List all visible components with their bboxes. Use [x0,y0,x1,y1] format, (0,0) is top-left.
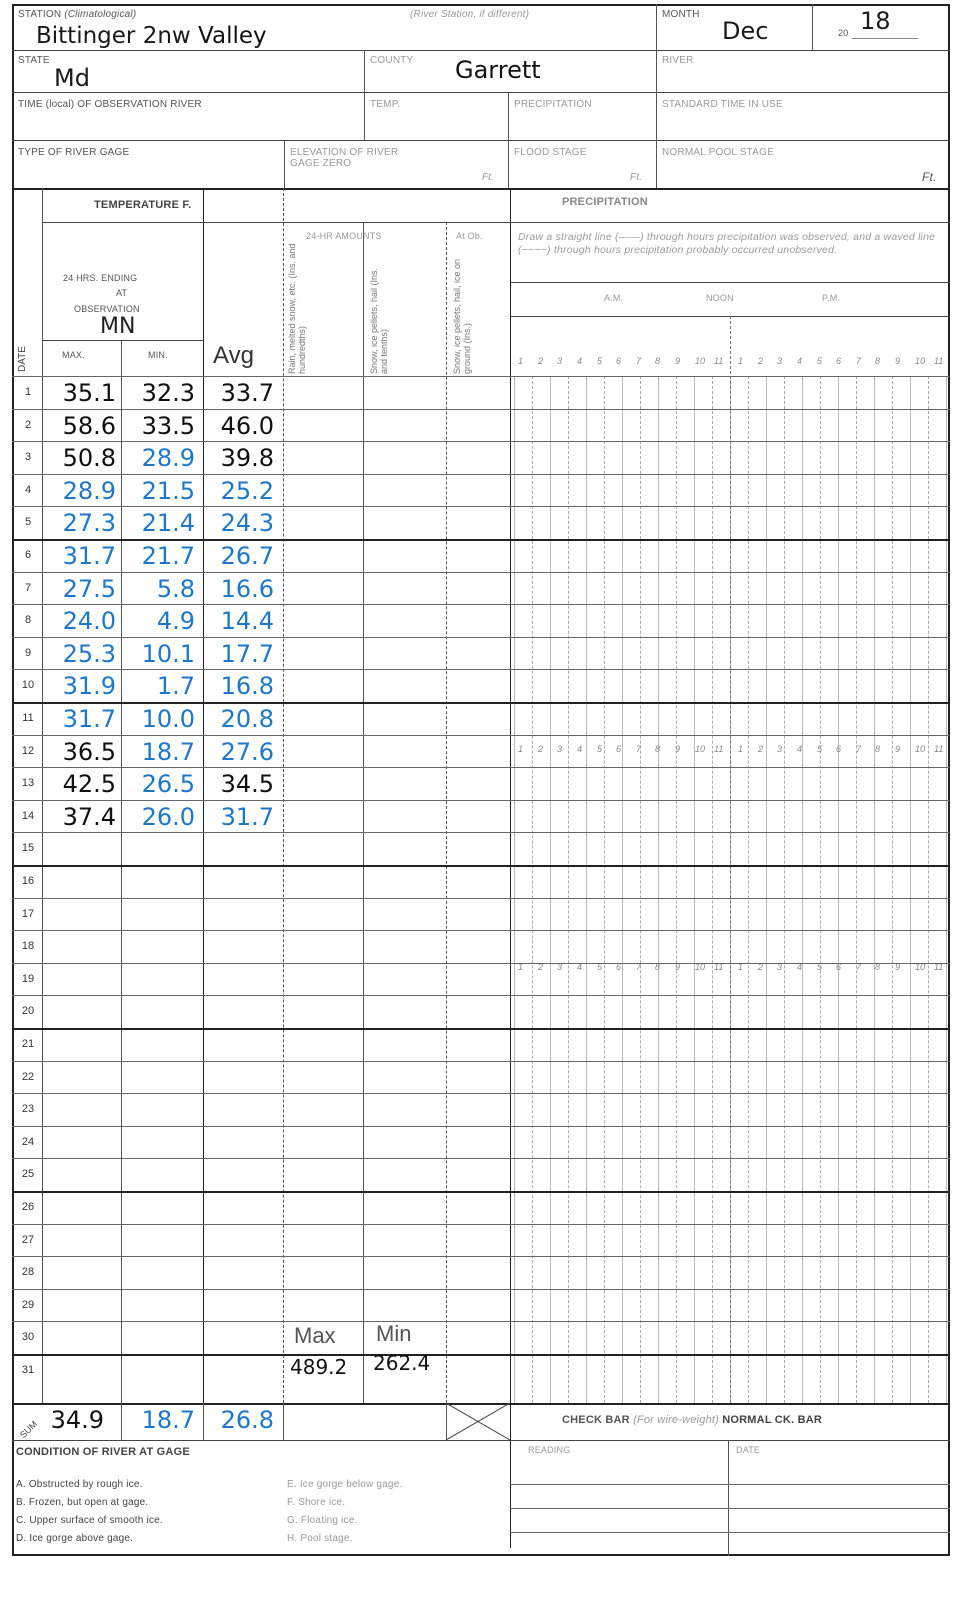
at-ob-label: At Ob. [456,231,483,241]
row-date: 25 [21,1168,35,1180]
rule [121,340,122,1403]
rule [510,1532,950,1533]
row-date: 26 [21,1201,35,1213]
row-rule [12,474,950,475]
row-date: 13 [21,777,35,789]
row-date: 28 [21,1266,35,1278]
flood-stage-label: FLOOD STAGE [514,147,587,158]
row-rule [12,506,950,507]
cell-min: 10.0 [141,705,195,733]
row-date: 20 [21,1005,35,1017]
extreme-min-label: Min [376,1321,412,1346]
rule [728,1440,729,1556]
row-rule [12,930,950,931]
am-hour-11: 11 [714,962,724,972]
row-rule [12,832,950,833]
normal-pool-unit: Ft. [922,170,937,184]
pm-hour-5: 5 [817,962,823,972]
row-rule [12,735,950,736]
am-hour-10: 10 [695,744,706,754]
row-date: 15 [21,842,35,854]
extreme-max-value: 489.2 [290,1355,348,1379]
amounts-24hr-label: 24-HR AMOUNTS [306,231,382,241]
rain-col-label: Rain, melted snow, etc. (Ins. and hundredths) [287,243,307,374]
hour-tick [836,376,842,1403]
am-hour-10: 10 [695,356,706,366]
std-time-label: STANDARD TIME IN USE [662,99,783,110]
hour-tick [802,376,803,1403]
rule [812,4,813,50]
am-hour-9: 9 [675,356,681,366]
pm-hour-5: 5 [817,356,823,366]
row-rule [12,1224,950,1225]
hour-tick [892,376,893,1403]
river-station-label: (River Station, if different) [410,9,530,20]
obs-value: MN [100,314,136,339]
sum-min: 18.7 [141,1406,195,1434]
am-label: A.M. [604,293,624,303]
county-value: Garrett [455,56,541,84]
pm-hour-8: 8 [875,962,881,972]
cell-max: 31.7 [62,542,116,570]
pm-hour-2: 2 [758,962,764,972]
cell-avg: 26.7 [220,542,274,570]
row-date: 11 [22,712,34,724]
precip-instructions: Draw a straight line (——) through hours precipitation was observed, and a waved line (~~~~) through hours precipitation probably occurred unobserved. [518,231,936,256]
am-hour-8: 8 [655,962,661,972]
hour-tick [550,376,551,1403]
hour-tick [766,376,767,1403]
condition-g: G. Floating ice. [287,1515,358,1526]
pm-hour-3: 3 [777,744,783,754]
condition-title: CONDITION OF RIVER AT GAGE [16,1446,190,1458]
precip-label: PRECIPITATION [514,99,592,110]
am-hour-8: 8 [655,744,661,754]
row-rule [12,865,950,867]
pm-hour-2: 2 [758,356,764,366]
cell-max: 24.0 [62,607,116,635]
hour-tick [694,376,695,1403]
am-hour-1: 1 [518,744,524,754]
cell-avg: 16.8 [220,672,274,700]
am-hour-10: 10 [695,962,706,972]
pm-hour-6: 6 [836,962,842,972]
cell-min: 21.7 [141,542,195,570]
row-date: 5 [24,516,32,528]
cell-max: 58.6 [62,412,116,440]
hour-tick [604,376,605,1403]
cell-avg: 20.8 [220,705,274,733]
hour-tick [748,376,749,1403]
am-hour-3: 3 [557,744,563,754]
cell-min: 21.4 [141,509,195,537]
noon-line [730,316,731,1403]
row-date: 7 [24,582,32,594]
cell-max: 37.4 [62,803,116,831]
cell-max: 27.5 [62,575,116,603]
year-value: 18 [860,7,891,35]
pm-hour-7: 7 [856,744,862,754]
station-value: Bittinger 2nw Valley [36,23,267,49]
rule [203,1403,204,1440]
row-rule [12,409,950,410]
station-label: STATION (Climatological) [18,9,137,20]
row-rule [12,767,950,768]
cell-max: 25.3 [62,640,116,668]
sum-max: 34.9 [50,1406,104,1434]
am-hour-11: 11 [714,744,724,754]
hrs-ending-label: 24 HRS. ENDING [63,273,138,283]
hour-tick [874,376,875,1403]
row-date: 19 [21,973,35,985]
rule [510,1508,950,1509]
rule [508,92,509,188]
cell-min: 33.5 [141,412,195,440]
cell-min: 1.7 [156,672,195,700]
row-rule [12,572,950,573]
rule [283,1403,284,1440]
row-rule [12,800,950,801]
row-rule [12,1191,950,1193]
rule [12,140,950,141]
row-date: 10 [21,679,35,691]
rule [42,222,950,223]
state-label: STATE [18,55,50,66]
cell-max: 31.7 [62,705,116,733]
row-rule [12,898,950,899]
am-hour-7: 7 [636,356,642,366]
row-rule [12,1126,950,1127]
cell-avg: 17.7 [220,640,274,668]
cell-avg: 33.7 [220,379,274,407]
pm-hour-1: 1 [738,356,744,366]
row-date: 1 [24,386,32,398]
row-rule [12,539,950,541]
rule [510,188,511,1548]
pm-hour-3: 3 [777,962,783,972]
pm-hour-4: 4 [797,356,803,366]
row-rule [12,604,950,605]
condition-b: B. Frozen, but open at gage. [16,1497,149,1508]
hour-tick [820,376,821,1403]
river-label: RIVER [662,55,694,66]
rule [42,340,204,341]
row-rule [12,376,950,377]
check-bar-date: DATE [736,1445,761,1455]
rule [363,222,364,1403]
pm-hour-10: 10 [915,356,926,366]
hour-tick [784,376,785,1403]
month-label: MONTH [662,9,700,20]
snow-col-label: Snow, ice pellets, hail (Ins. and tenths) [369,267,389,374]
row-rule [12,669,950,670]
row-rule [12,1061,950,1062]
temp-label: TEMP. [370,99,401,110]
pm-hour-2: 2 [758,744,764,754]
elevation-unit: Ft. [482,172,495,183]
cell-avg: 39.8 [220,444,274,472]
row-date: 27 [21,1234,35,1246]
condition-e: E. Ice gorge below gage. [287,1479,403,1490]
extreme-min-value: 262.4 [373,1351,431,1375]
row-date: 12 [21,745,35,757]
cell-min: 5.8 [156,575,195,603]
am-hour-6: 6 [616,744,622,754]
hour-tick [856,376,857,1403]
hour-tick [910,376,911,1403]
am-hour-1: 1 [518,356,524,366]
row-rule [12,1158,950,1159]
cell-min: 28.9 [141,444,195,472]
hour-tick [532,376,533,1403]
pm-hour-4: 4 [797,744,803,754]
cell-max: 28.9 [62,477,116,505]
elevation-label: ELEVATION OF RIVER GAGE ZERO [290,147,399,169]
rule [12,188,950,190]
precipitation-title: PRECIPITATION [562,196,648,208]
rule [364,50,365,140]
row-date: 30 [21,1331,35,1343]
rule [510,282,950,283]
pm-hour-7: 7 [856,962,862,972]
normal-pool-label: NORMAL POOL STAGE [662,147,774,158]
am-hour-7: 7 [636,744,642,754]
pm-hour-4: 4 [797,962,803,972]
row-date: 23 [21,1103,35,1115]
hour-tick [586,376,587,1403]
rule [203,188,204,1403]
am-hour-2: 2 [538,356,544,366]
cell-avg: 24.3 [220,509,274,537]
row-rule [12,702,950,704]
am-hour-4: 4 [577,744,583,754]
am-hour-9: 9 [675,962,681,972]
hour-tick [640,376,641,1403]
hour-tick [676,376,677,1403]
condition-h: H. Pool stage. [287,1533,353,1544]
rule [12,50,950,51]
pm-hour-8: 8 [875,356,881,366]
row-rule [12,637,950,638]
pm-hour-7: 7 [856,356,862,366]
row-rule [12,441,950,442]
cell-min: 32.3 [141,379,195,407]
noon-label: NOON [706,293,734,303]
observation-label: OBSERVATION [74,304,140,314]
date-label: DATE [17,346,28,372]
row-rule [12,995,950,996]
cell-max: 42.5 [62,770,116,798]
row-date: 4 [24,484,32,496]
row-date: 18 [21,940,35,952]
max-label: MAX. [62,350,85,360]
rule [12,1440,950,1441]
year-prefix: 20 [838,28,849,38]
cell-avg: 46.0 [220,412,274,440]
row-rule [12,1321,950,1322]
rule [446,222,447,1403]
cell-min: 26.5 [141,770,195,798]
pm-hour-9: 9 [895,356,901,366]
time-obs-label: TIME (local) OF OBSERVATION RIVER [18,99,202,110]
check-bar-reading: READING [528,1445,571,1455]
rule [510,1484,950,1485]
pm-hour-1: 1 [738,962,744,972]
cell-avg: 27.6 [220,738,274,766]
rule [656,4,657,188]
row-date: 16 [21,875,35,887]
cell-max: 35.1 [62,379,116,407]
row-rule [12,1256,950,1257]
rule [42,188,43,1403]
am-hour-5: 5 [597,962,603,972]
pm-hour-9: 9 [895,744,901,754]
cell-min: 18.7 [141,738,195,766]
cell-min: 21.5 [141,477,195,505]
row-rule [12,1289,950,1290]
pm-hour-8: 8 [875,744,881,754]
row-date: 8 [24,614,32,626]
river-gage-type-label: TYPE OF RIVER GAGE [18,147,130,158]
row-date: 22 [21,1071,35,1083]
pm-hour-6: 6 [836,744,842,754]
cell-max: 36.5 [62,738,116,766]
am-hour-6: 6 [616,962,622,972]
row-date: 2 [24,419,32,431]
am-hour-8: 8 [655,356,661,366]
hour-tick [514,376,515,1403]
sum-cross-out [446,1403,510,1440]
cell-max: 27.3 [62,509,116,537]
flood-stage-unit: Ft. [630,172,643,183]
cell-max: 50.8 [62,444,116,472]
rule [284,140,285,188]
am-hour-4: 4 [577,962,583,972]
snow-ground-col-label: Snow, ice pellets, hail, ice on ground (Ins.) [452,258,472,374]
am-hour-3: 3 [557,356,563,366]
rule [12,92,950,93]
pm-hour-10: 10 [915,962,926,972]
row-date: 21 [21,1038,35,1050]
row-date: 31 [21,1364,35,1376]
am-hour-7: 7 [636,962,642,972]
row-date: 6 [24,549,32,561]
row-rule [12,1093,950,1094]
hour-tick [712,376,713,1403]
hour-tick [568,376,569,1403]
row-date: 14 [21,810,35,822]
pm-hour-5: 5 [817,744,823,754]
cell-min: 4.9 [156,607,195,635]
avg-label: Avg [213,342,254,369]
pm-hour-11: 11 [934,962,944,972]
row-date: 9 [24,647,32,659]
cell-avg: 31.7 [220,803,274,831]
cell-avg: 14.4 [220,607,274,635]
am-hour-2: 2 [538,962,544,972]
hour-tick [658,376,659,1403]
cell-avg: 25.2 [220,477,274,505]
am-hour-4: 4 [577,356,583,366]
row-date: 29 [21,1299,35,1311]
pm-hour-3: 3 [777,356,783,366]
state-value: Md [54,64,90,92]
am-hour-1: 1 [518,962,524,972]
rule [283,188,284,1403]
temperature-title: TEMPERATURE F. [94,199,192,211]
pm-hour-11: 11 [934,356,944,366]
am-hour-5: 5 [597,356,603,366]
am-hour-9: 9 [675,744,681,754]
hour-tick [622,376,623,1403]
condition-f: F. Shore ice. [287,1497,346,1508]
row-date: 3 [24,451,32,463]
pm-hour-11: 11 [934,744,944,754]
cell-min: 26.0 [141,803,195,831]
am-hour-2: 2 [538,744,544,754]
extreme-max-label: Max [294,1323,336,1348]
condition-d: D. Ice gorge above gage. [16,1533,134,1544]
am-hour-11: 11 [714,356,724,366]
row-rule [12,963,950,964]
condition-a: A. Obstructed by rough ice. [16,1479,143,1490]
county-label: COUNTY [370,55,414,66]
sum-label: SUM [18,1418,40,1441]
am-hour-5: 5 [597,744,603,754]
year-underline [852,38,918,39]
month-value: Dec [722,17,769,45]
am-hour-3: 3 [557,962,563,972]
cell-max: 31.9 [62,672,116,700]
am-hour-6: 6 [616,356,622,366]
pm-label: P.M. [822,293,841,303]
condition-c: C. Upper surface of smooth ice. [16,1515,163,1526]
cell-avg: 34.5 [220,770,274,798]
row-date: 17 [21,908,35,920]
rule [121,1403,122,1440]
check-bar-title: CHECK BAR (For wire-weight) NORMAL CK. BAR [562,1414,823,1426]
hour-tick [928,376,929,1403]
cell-avg: 16.6 [220,575,274,603]
min-label: MIN. [148,350,168,360]
row-rule [12,1028,950,1030]
cell-min: 10.1 [141,640,195,668]
pm-hour-10: 10 [915,744,926,754]
pm-hour-1: 1 [738,744,744,754]
hour-tick [946,376,947,1403]
pm-hour-6: 6 [836,356,842,366]
row-rule [12,1354,950,1356]
at-label: AT [116,288,128,298]
row-date: 24 [21,1136,35,1148]
sum-avg: 26.8 [220,1406,274,1434]
pm-hour-9: 9 [895,962,901,972]
